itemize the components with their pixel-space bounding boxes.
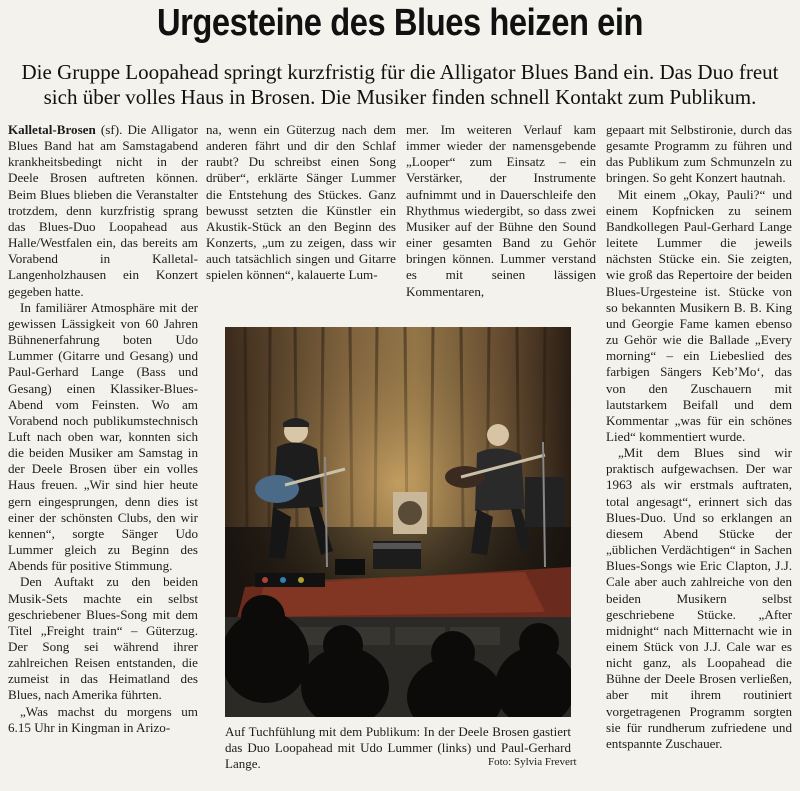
paragraph: „Mit dem Blues sind wir praktisch aufgewachsen. Der war 1963 als wir erstmals auftraten, total angesagt“, erinnert sich das Blues-Duo. Und so erklangen an diesem Abend Stücke der „üblichen Verdächtigen“ in Sachen Blues-Songs wie Eric Clapton, J.J. Cale aber auch zahlreiche von den beiden Musikern selbst geschriebene Stücke. „After midnight“ nach Mitternacht wie in einem Stück von J.J. Cale war es nicht ganz, als Loopahead die Bühne der Deele Brosen verließen, aber mit ihrem routiniert vorgetragenen Programm sorgten sie für rundherum zufriedene und entspannte Zuschauer. — [606, 445, 792, 751]
headline: Urgesteine des Blues heizen ein — [156, 2, 644, 44]
article-column-1 — [8, 122, 198, 736]
dateline: Kalletal-Brosen — [8, 122, 96, 137]
article-column-3 — [406, 122, 596, 318]
photo-credit: Foto: Sylvia Frevert — [488, 756, 577, 768]
paragraph: na, wenn ein Güterzug nach dem anderen fährt und dir den Schlaf raubt? Du schreibst einen Song drüber“, erklärte Sänger Lummer die Entstehung des Stückes. Ganz bewusst setzten die Künstler ein Akustik-Stück an den Beginn des Konzerts, „um zu zeigen, dass wir auch tatsächlich singen und Gitarre spielen können“, kalauerte Lum- — [206, 122, 396, 283]
paragraph: gepaart mit Selbstironie, durch das gesamte Programm zu führen und das Publikum zum Schmunzeln zu bringen. So geht Konzert hautnah. — [606, 122, 792, 186]
paragraph: In familiärer Atmosphäre mit der gewissen Lässigkeit von 60 Jahren Bühnenerfahrung boten Udo Lummer (Gitarre und Gesang) und Paul-Gerhard Lange (Bass und Gesang) einen Klassiker-Blues-Abend vom Feinsten. Wo am Vorabend noch publikumstechnisch Luft nach oben war, konnten sich die beiden Musiker am Samstag in der Deele Brosen über ein volles Haus freuen. „Wir sind hier heute gern eingesprungen, denn dies ist einer der schönsten Clubs, den wir kennen“, sorgte Sänger Udo Lummer gleich zu Beginn des Abends für positive Stimmung. — [8, 299, 198, 574]
subheadline: Die Gruppe Loopahead springt kurzfristig für die Alligator Blues Band ein. Das Duo freut sich über volles Haus in Brosen. Die Musiker finden schnell Kontakt zum Publikum. — [21, 60, 779, 109]
article-column-2 — [206, 122, 396, 318]
paragraph: Kalletal-Brosen (sf). Die Alligator Blues Band hat am Samstagabend krankheitsbedingt nicht in der Deele Brosen auftreten können. Beim Blues blieben die Veranstalter trotzdem, denn kurzfristig sprang das Blues-Duo Loopahead aus Halle/Westfalen ein, das bereits am Vorabend in Kalletal-Langenholzhausen ein Konzert gegeben hatte. — [8, 122, 198, 299]
photo-caption: Auf Tuchfühlung mit dem Publikum: In der Deele Brosen gastiert das Duo Loopahead mit Udo Lummer (links) und Paul-Gerhard Lange. — [225, 724, 571, 771]
paragraph: „Was machst du morgens um 6.15 Uhr in Kingman in Arizo- — [8, 703, 198, 735]
paragraph: Mit einem „Okay, Pauli?“ und einem Kopfnicken zu seinem Bandkollegen Paul-Gerhard Lange leitete Lummer die jeweils nächsten Stücke ein. Sie zeigten, wie groß das Repertoire der beiden Blues-Urgesteine ist. Stücke von so bekannten Musikern B. B. King und Georgie Fame kamen ebenso zu Gehör wie die Ballade „Every morning“ – ein Liebeslied des farbigen Sängers Keb’Mo‘, das von den Zuschauern mit lautstarkem Beifall und dem Kommentar „was für ein schönes Lied“ kommentiert wurde. — [606, 186, 792, 444]
article-column-4 — [606, 122, 792, 752]
paragraph: mer. Im weiteren Verlauf kam immer wieder der namensgebende „Looper“ zum Einsatz – ein Verstärker, der Instrumente aufnimmt und in Dauerschleife den Rhythmus wiedergibt, so dass zwei Musiker auf der Bühne den Sound einer gesamten Band zu Gehör bringen können. Lummer verstand es mit seinen lässigen Kommentaren, — [406, 122, 596, 299]
paragraph: Den Auftakt zu den beiden Musik-Sets machte ein selbst geschriebener Blues-Song mit dem Titel „Freight train“ – Güterzug. Der Song sei während ihrer zahlreichen Reisen entstanden, die zumeist in das Heimatland des Blues, nach Amerika führten. — [8, 574, 198, 703]
concert-photo — [225, 327, 571, 717]
